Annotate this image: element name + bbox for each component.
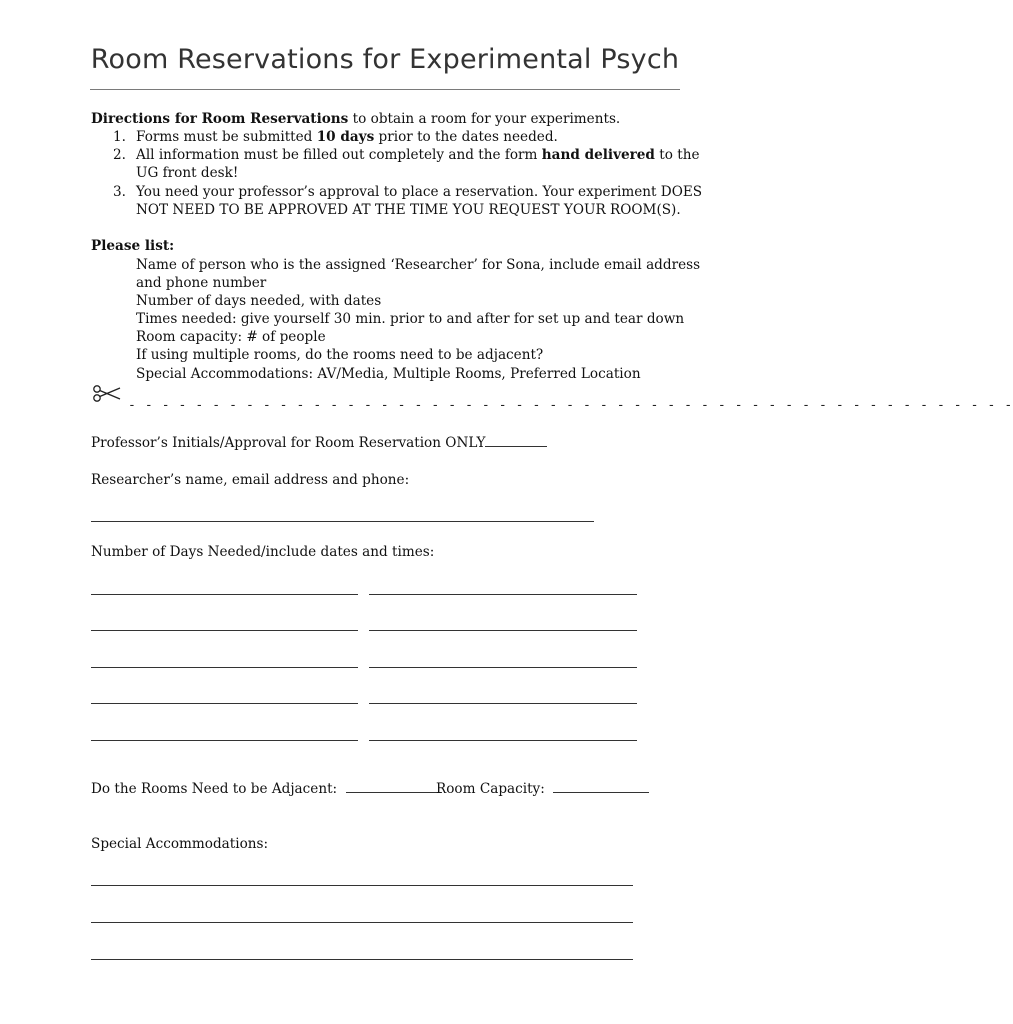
title-divider (90, 89, 680, 90)
professor-approval-field (91, 434, 547, 452)
date-time-blank[interactable] (369, 740, 637, 741)
adjacent-blank[interactable] (346, 792, 442, 793)
directions-item-1-pre: Forms must be submitted (136, 129, 317, 145)
date-time-blank[interactable] (369, 703, 637, 704)
researcher-blank[interactable] (91, 521, 594, 522)
special-accommodations-label: Special Accommodations: (91, 836, 269, 852)
please-list-item: Times needed: give yourself 30 min. prior to and after for set up and tear down (136, 311, 685, 327)
please-list-item: and phone number (136, 275, 267, 291)
adjacent-label: Do the Rooms Need to be Adjacent: (91, 781, 338, 797)
please-list-item: Name of person who is the assigned ‘Researcher’ for Sona, include email address (136, 257, 701, 273)
directions-item-1 (136, 128, 558, 146)
researcher-label: Researcher’s name, email address and phone: (91, 472, 410, 488)
adjacent-field (91, 780, 442, 798)
capacity-blank[interactable] (553, 792, 649, 793)
directions-item-1-bold: 10 days (316, 129, 375, 145)
page-title: Room Reservations for Experimental Psych (90, 44, 680, 75)
please-list-item: Special Accommodations: AV/Media, Multiple Rooms, Preferred Location (136, 366, 641, 382)
directions-item-3-line2: NOT NEED TO BE APPROVED AT THE TIME YOU REQUEST YOUR ROOM(S). (136, 202, 681, 218)
date-time-blank[interactable] (91, 740, 358, 741)
days-needed-label: Number of Days Needed/include dates and times: (91, 544, 435, 560)
capacity-label: Room Capacity: (436, 781, 545, 797)
directions-item-2-number: 2. (113, 147, 126, 163)
date-time-blank[interactable] (369, 630, 637, 631)
directions-item-2-bold: hand delivered (541, 147, 655, 163)
directions-item-2-line2: UG front desk! (136, 165, 239, 181)
date-time-blank[interactable] (91, 594, 358, 595)
directions-item-3: You need your professor’s approval to place a reservation. Your experiment DOES (136, 184, 703, 200)
please-list-item: Number of days needed, with dates (136, 293, 382, 309)
date-time-blank[interactable] (91, 630, 358, 631)
directions-item-2-pre: All information must be filled out completely and the form (136, 147, 542, 163)
directions-item-1-post: prior to the dates needed. (374, 129, 558, 145)
directions-heading: Directions for Room Reservations (91, 111, 349, 127)
date-time-blank[interactable] (91, 703, 358, 704)
professor-approval-blank[interactable] (485, 446, 547, 447)
date-time-blank[interactable] (369, 594, 637, 595)
directions-item-2-post: to the (654, 147, 700, 163)
capacity-field (436, 780, 649, 798)
directions-item-1-number: 1. (113, 129, 126, 145)
directions-item-3-number: 3. (113, 184, 126, 200)
please-list-heading (91, 237, 174, 255)
date-time-blank[interactable] (91, 667, 358, 668)
please-list-heading-text: Please list: (91, 238, 175, 254)
scissors-icon (92, 383, 122, 403)
directions-intro (91, 110, 620, 128)
special-accommodations-blank[interactable] (91, 922, 633, 923)
cut-line: - - - - - - - - - - - - - - - - - - - - - - - - - - - - - - - - - - - - - - - - - - - - - - - - - - - - - (128, 398, 1013, 413)
directions-intro-text: to obtain a room for your experiments. (348, 111, 621, 127)
special-accommodations-blank[interactable] (91, 885, 633, 886)
special-accommodations-blank[interactable] (91, 959, 633, 960)
please-list-item: Room capacity: # of people (136, 329, 326, 345)
directions-item-2 (136, 146, 700, 164)
date-time-blank[interactable] (369, 667, 637, 668)
professor-approval-label: Professor’s Initials/Approval for Room Reservation ONLY (91, 435, 486, 451)
please-list-item: If using multiple rooms, do the rooms need to be adjacent? (136, 347, 544, 363)
